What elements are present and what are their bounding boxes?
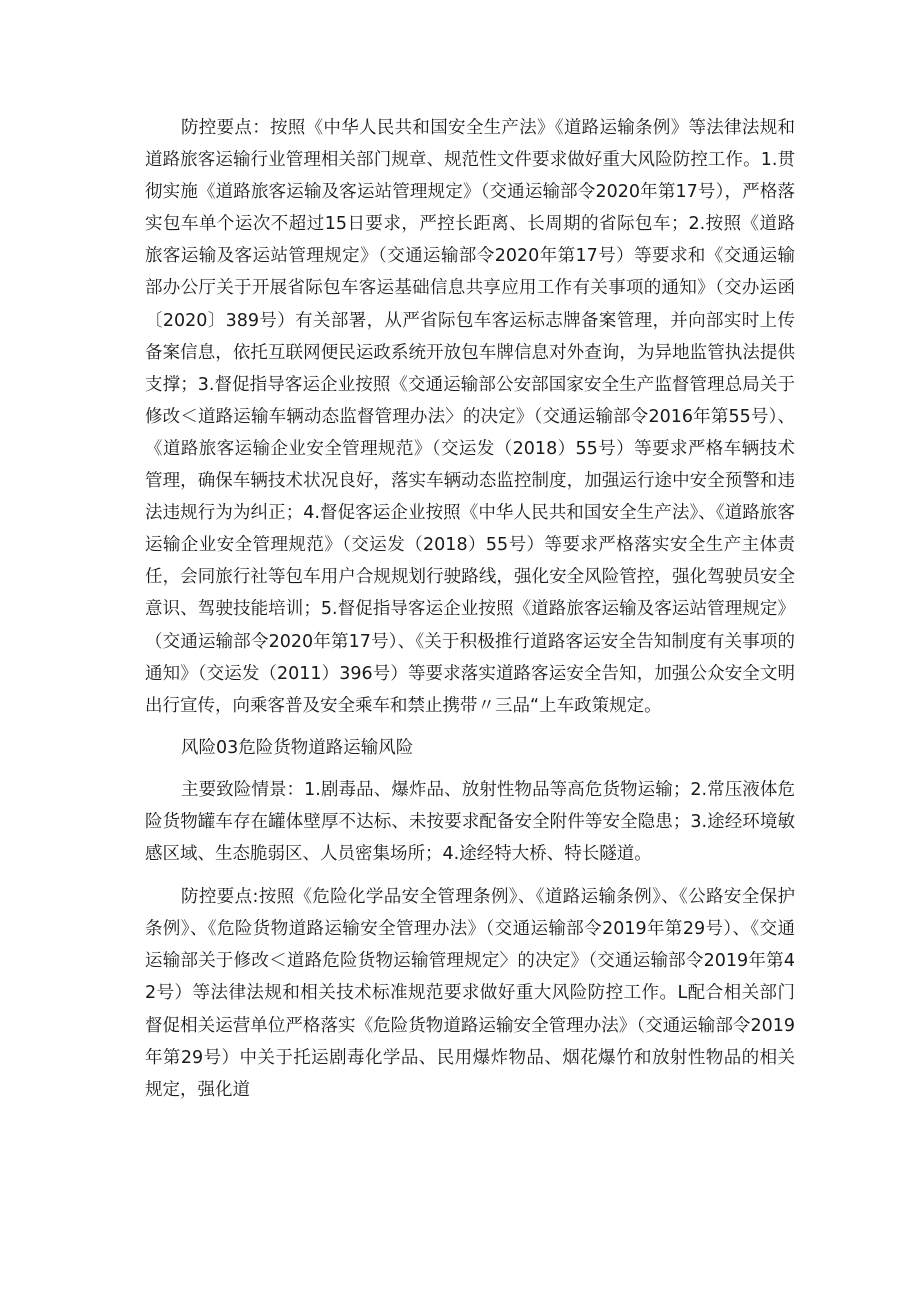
paragraph-hazmat-risk-controls: 防控要点:按照《危险化学品安全管理条例》、《道路运输条例》、《公路安全保护条例》、《危险货物道路运输安全管理办法》（交通运输部令2019年第29号）、《交通运输部关于修改＜道路危险货物运输管理规定〉的决定》（交通运输部令2019年第42号）等法律法规和相关技术标准规范要求做好重大风险防控工作。L配合相关部门督促相关运营单位严格落实《危险货物道路运输安全管理办法》（交通运输部令2019年第29号）中关于托运剧毒化学品、民用爆炸物品、烟花爆竹和放射性物品的相关规定，强化道 xyxy=(145,887,795,1100)
paragraph-passenger-risk-controls: 防控要点：按照《中华人民共和国安全生产法》《道路运输条例》等法律法规和道路旅客运输行业管理相关部门规章、规范性文件要求做好重大风险防控工作。1.贯彻实施《道路旅客运输及客运站管理规定》（交通运输部令2020年第17号），严格落实包车单个运次不超过15日要求，严控长距离、长周期的省际包车；2.按照《道路旅客运输及客运站管理规定》（交通运输部令2020年第17号）等要求和《交通运输部办公厅关于开展省际包车客运基础信息共享应用工作有关事项的通知》（交办运函〔2020〕389号）有关部署，从严省际包车客运标志牌备案管理，并向部实时上传备案信息，依托互联网便民运政系统开放包车牌信息对外查询，为异地监管执法提供支撑；3.督促指导客运企业按照《交通运输部公安部国家安全生产监督管理总局关于修改＜道路运输车辆动态监督管理办法〉的决定》（交通运输部令2016年第55号）、《道路旅客运输企业安全管理规范》（交运发（2018）55号）等要求严格车辆技术管理，确保车辆技术状况良好，落实车辆动态监控制度，加强运行途中安全预警和违法违规行为为纠正；4.督促客运企业按照《中华人民共和国安全生产法》、《道路旅客运输企业安全管理规范》（交运发（2018）55号）等要求严格落实安全生产主体责任，会同旅行社等包车用户合规规划行驶路线，强化安全风险管控，强化驾驶员安全意识、驾驶技能培训；5.督促指导客运企业按照《道路旅客运输及客运站管理规定》（交通运输部令2020年第17号）、《关于积极推行道路客运安全告知制度有关事项的通知》（交运发（2011）396号）等要求落实道路客运安全告知，加强公众安全文明出行宣传，向乘客普及安全乘车和禁止携带〃三品“上车政策规定。 xyxy=(145,118,795,716)
paragraph-main-risk-scenarios: 主要致险情景：1.剧毒品、爆炸品、放射性物品等高危货物运输；2.常压液体危险货物罐车存在罐体壁厚不达标、未按要求配备安全附件等安全隐患；3.途经环境敏感区域、生态脆弱区、人员密集场所；4.途经特大桥、特长隧道。 xyxy=(145,779,795,865)
document-page xyxy=(145,112,795,1106)
section-heading-risk-03: 风险03危险货物道路运输风险 xyxy=(181,737,414,758)
